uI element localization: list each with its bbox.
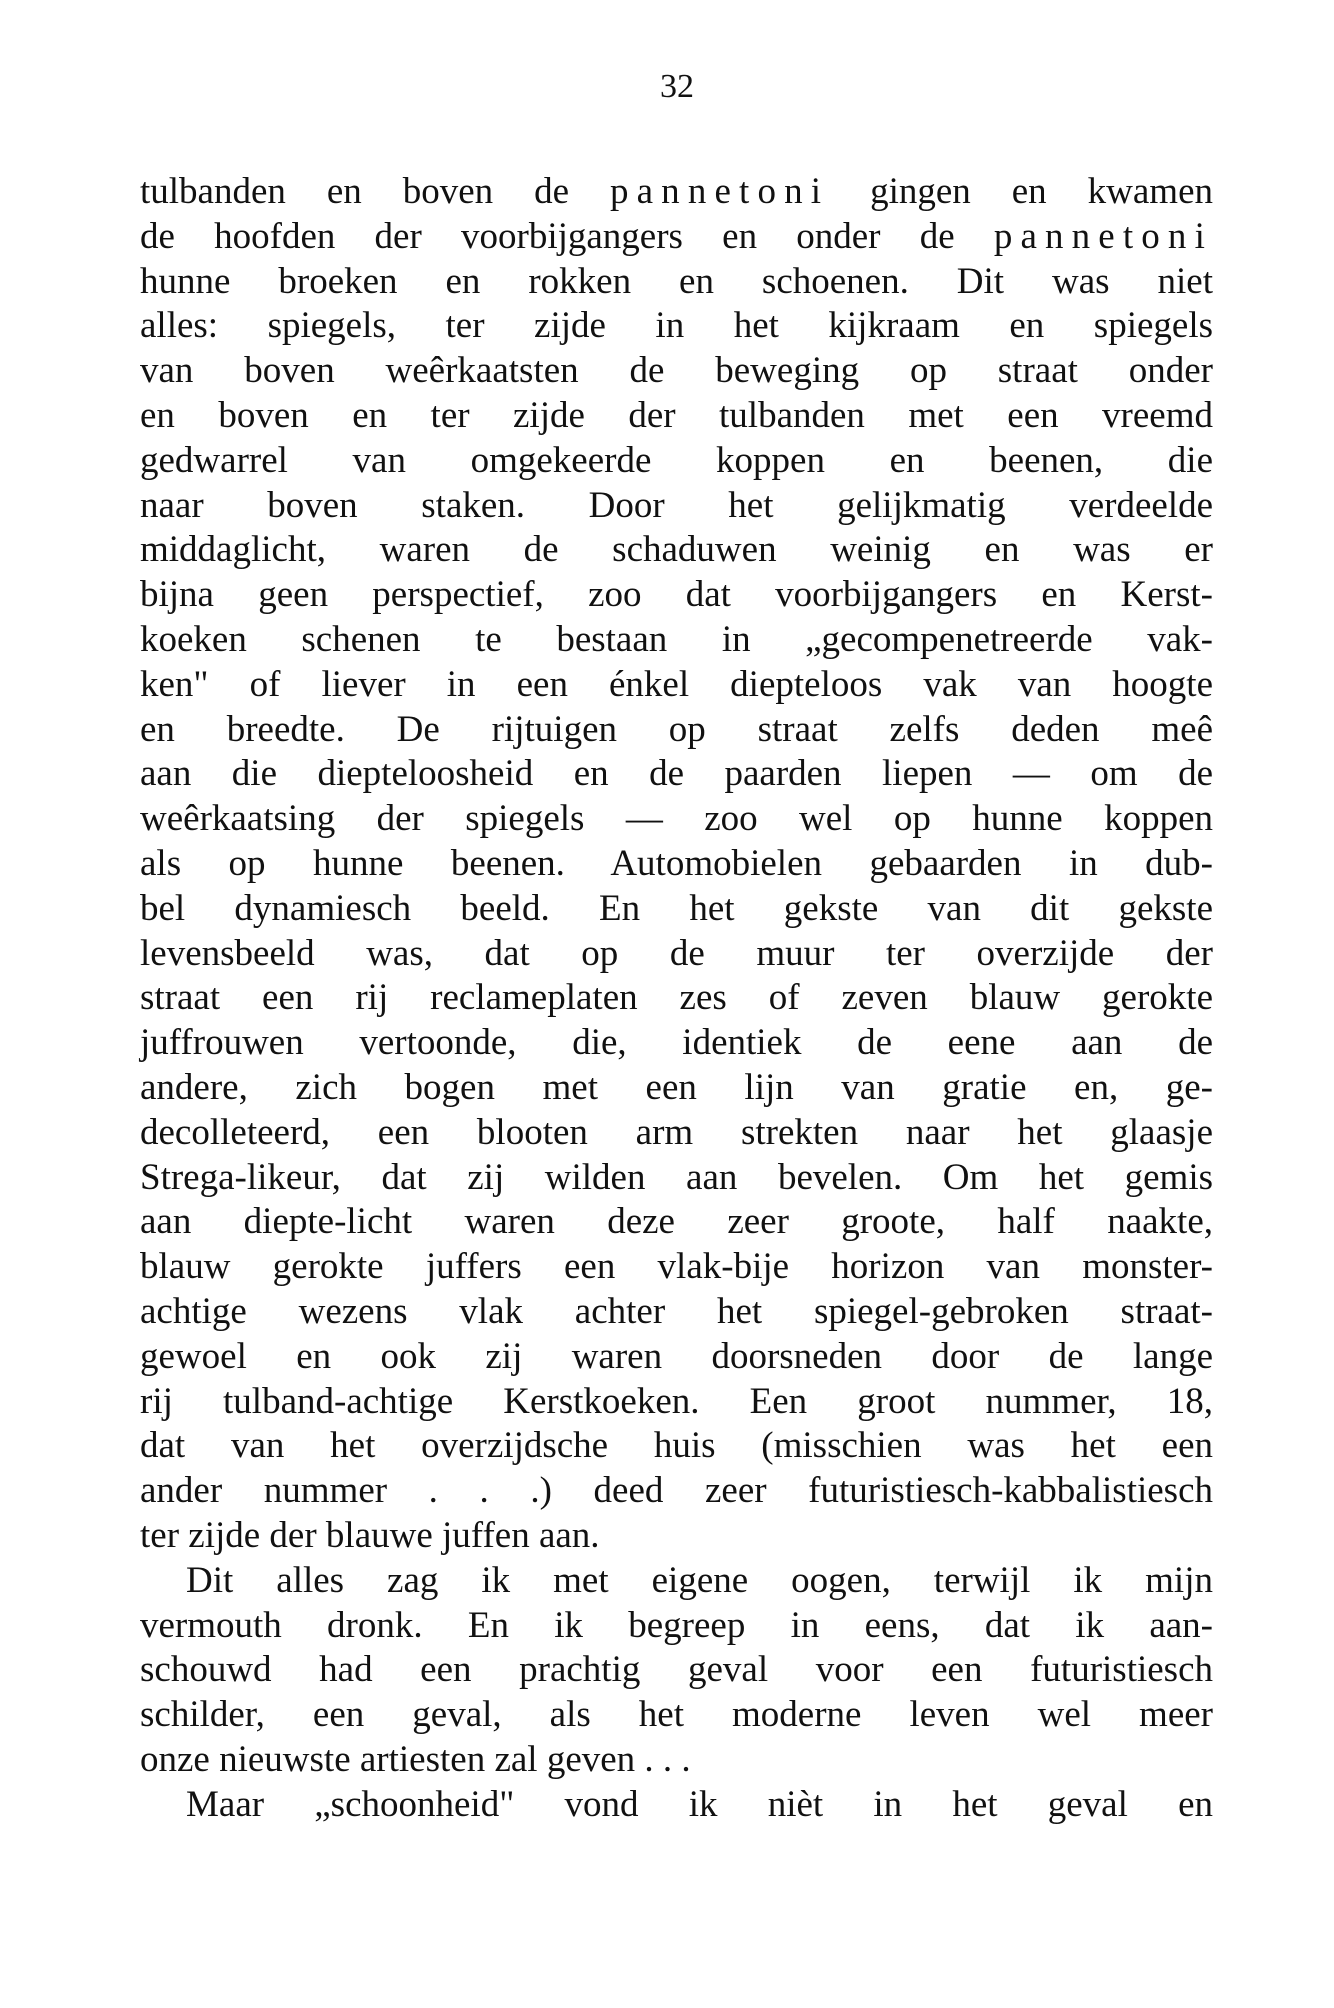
text-line: rij tulband-achtige Kerstkoeken. Een groot nummer, 18, [140,1380,1213,1422]
text-line: bel dynamiesch beeld. En het gekste van dit gekste [140,887,1213,929]
text-line: ter zijde der blauwe juffen aan. [140,1514,600,1556]
text-line: van boven weêrkaatsten de beweging op straat onder [140,350,1213,392]
text-line: en breedte. De rijtuigen op straat zelfs deden meê [140,708,1213,750]
text-line [140,215,1213,260]
text-segment: gingen en kwamen [829,171,1213,212]
spaced-word: pannetoni [609,171,830,212]
text-line: Strega-likeur, dat zij wilden aan bevelen. Om het gemis [140,1156,1213,1198]
text-line: hunne broeken en rokken en schoenen. Dit was niet [140,260,1213,302]
text-line: juffrouwen vertoonde, die, identiek de eene aan de [140,1022,1213,1064]
text-line: achtige wezens vlak achter het spiegel-gebroken straat- [140,1290,1213,1332]
text-line [140,170,1213,215]
text-line: aan die diepteloosheid en de paarden liepen — om de [140,753,1213,795]
text-line: dat van het overzijdsche huis (misschien was het een [140,1425,1213,1467]
text-line: straat een rij reclameplaten zes of zeven blauw gerokte [140,977,1213,1019]
page-number: 32 [660,68,694,105]
text-segment: tulbanden en boven de [140,171,610,212]
text-line: naar boven staken. Door het gelijkmatig verdeelde [140,484,1213,526]
text-line: weêrkaatsing der spiegels — zoo wel op hunne koppen [140,798,1213,840]
text-line: blauw gerokte juffers een vlak-bije horizon van monster- [140,1246,1213,1288]
text-line: en boven en ter zijde der tulbanden met een vreemd [140,394,1213,436]
text-line: als op hunne beenen. Automobielen gebaarden in dub- [140,842,1213,884]
text-line: koeken schenen te bestaan in „gecompenetreerde vak- [140,618,1213,660]
text-line: gewoel en ook zij waren doorsneden door de lange [140,1335,1213,1377]
text-line: ander nummer . . .) deed zeer futuristiesch-kabbalistiesch [140,1470,1213,1512]
spaced-word: pannetoni [993,215,1213,257]
text-line: gedwarrel van omgekeerde koppen en beenen, die [140,439,1213,481]
text-segment: de hoofden der voorbijgangers en onder de [140,215,994,257]
text-line: schouwd had een prachtig geval voor een futuristiesch [140,1649,1213,1691]
text-line: vermouth dronk. En ik begreep in eens, dat ik aan- [140,1604,1213,1646]
body-text [140,170,1213,1827]
text-line: middaglicht, waren de schaduwen weinig en was er [140,529,1213,571]
text-line: Maar „schoonheid" vond ik nièt in het geval en [186,1783,1213,1825]
text-line: andere, zich bogen met een lijn van gratie en, ge- [140,1066,1213,1108]
text-line: aan diepte-licht waren deze zeer groote, half naakte, [140,1201,1213,1243]
text-line: decolleteerd, een blooten arm strekten naar het glaasje [140,1111,1213,1153]
text-line: schilder, een geval, als het moderne leven wel meer [140,1694,1213,1736]
text-line: Dit alles zag ik met eigene oogen, terwijl ik mijn [186,1559,1213,1601]
text-line: alles: spiegels, ter zijde in het kijkraam en spiegels [140,305,1213,347]
text-line: bijna geen perspectief, zoo dat voorbijgangers en Kerst- [140,574,1213,616]
text-line: onze nieuwste artiesten zal geven . . . [140,1738,691,1780]
text-line: levensbeeld was, dat op de muur ter overzijde der [140,932,1213,974]
text-line: ken" of liever in een énkel diepteloos vak van hoogte [140,663,1213,705]
